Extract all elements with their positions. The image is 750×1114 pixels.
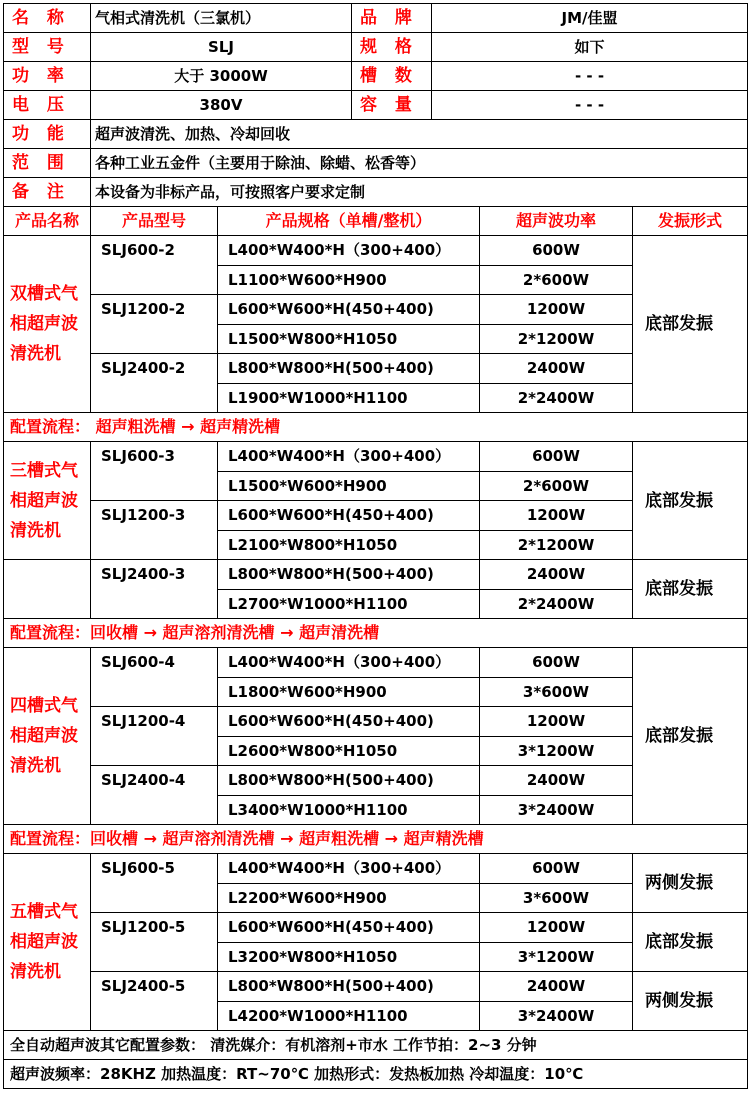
group4-power-3: 1200W [480, 707, 633, 737]
group3-flow: 配置流程：回收槽 → 超声溶剂清洗槽 → 超声清洗槽 [4, 619, 748, 648]
name-value: 气相式清洗机（三氯机） [91, 4, 352, 33]
group4-power-2: 3*600W [480, 677, 633, 707]
group4-model-3: SLJ2400-4 [91, 766, 218, 825]
size-value: 如下 [432, 33, 748, 62]
group3-spec-2: L1500*W600*H900 [218, 471, 480, 501]
header-product-name: 产品名称 [4, 207, 91, 236]
group4-spec-4: L2600*W800*H1050 [218, 736, 480, 766]
group3-vibration-a: 底部发振 [633, 442, 748, 560]
group3-power-1: 600W [480, 442, 633, 472]
tanks-value: - - - [432, 62, 748, 91]
group4-spec-2: L1800*W600*H900 [218, 677, 480, 707]
group4-spec-5: L800*W800*H(500+400) [218, 766, 480, 796]
header-vibration-type: 发振形式 [633, 207, 748, 236]
group3-vibration-b: 底部发振 [633, 560, 748, 619]
group3-name-empty [4, 560, 91, 619]
scope-value: 各种工业五金件（主要用于除油、除蜡、松香等） [91, 149, 748, 178]
group5-spec-1: L400*W400*H（300+400） [218, 854, 480, 884]
function-label: 功 能 [4, 120, 91, 149]
group4-spec-6: L3400*W1000*H1100 [218, 795, 480, 825]
group5-vibration-a: 两侧发振 [633, 854, 748, 913]
voltage-value: 380V [91, 91, 352, 120]
group3-power-5: 2400W [480, 560, 633, 590]
group5-name: 五槽式气相超声波清洗机 [4, 854, 91, 1031]
group2-flow: 配置流程： 超声粗洗槽 → 超声精洗槽 [4, 413, 748, 442]
group5-power-3: 1200W [480, 913, 633, 943]
group5-power-2: 3*600W [480, 883, 633, 913]
group3-model-1: SLJ600-3 [91, 442, 218, 501]
group4-power-5: 2400W [480, 766, 633, 796]
group2-power-5: 2400W [480, 354, 633, 384]
function-value: 超声波清洗、加热、冷却回收 [91, 120, 748, 149]
header-product-spec: 产品规格（单槽/整机） [218, 207, 480, 236]
group5-model-3: SLJ2400-5 [91, 972, 218, 1031]
group2-vibration: 底部发振 [633, 236, 748, 413]
name-label: 名 称 [4, 4, 91, 33]
group5-vibration-c: 两侧发振 [633, 972, 748, 1031]
group3-power-2: 2*600W [480, 471, 633, 501]
model-label: 型 号 [4, 33, 91, 62]
group5-spec-3: L600*W600*H(450+400) [218, 913, 480, 943]
spec-table [3, 3, 748, 207]
group5-vibration-b: 底部发振 [633, 913, 748, 972]
group2-model-1: SLJ600-2 [91, 236, 218, 295]
group2-name: 双槽式气相超声波清洗机 [4, 236, 91, 413]
header-ultrasonic-power: 超声波功率 [480, 207, 633, 236]
group2-model-3: SLJ2400-2 [91, 354, 218, 413]
group4-model-2: SLJ1200-4 [91, 707, 218, 766]
brand-value: JM/佳盟 [432, 4, 748, 33]
group3-spec-4: L2100*W800*H1050 [218, 530, 480, 560]
group3-spec-6: L2700*W1000*H1100 [218, 589, 480, 619]
group5-power-4: 3*1200W [480, 942, 633, 972]
group2-power-2: 2*600W [480, 265, 633, 295]
group3-spec-5: L800*W800*H(500+400) [218, 560, 480, 590]
group3-spec-1: L400*W400*H（300+400） [218, 442, 480, 472]
group4-spec-1: L400*W400*H（300+400） [218, 648, 480, 678]
models-table [3, 206, 748, 1089]
model-value: SLJ [91, 33, 352, 62]
group2-spec-1: L400*W400*H（300+400） [218, 236, 480, 266]
group4-vibration: 底部发振 [633, 648, 748, 825]
group2-spec-5: L800*W800*H(500+400) [218, 354, 480, 384]
group4-spec-3: L600*W600*H(450+400) [218, 707, 480, 737]
group3-model-3: SLJ2400-3 [91, 560, 218, 619]
product-spec-sheet [3, 3, 747, 1089]
group4-model-1: SLJ600-4 [91, 648, 218, 707]
group5-power-5: 2400W [480, 972, 633, 1002]
group5-power-6: 3*2400W [480, 1001, 633, 1031]
group4-power-4: 3*1200W [480, 736, 633, 766]
group5-spec-2: L2200*W600*H900 [218, 883, 480, 913]
group2-power-3: 1200W [480, 295, 633, 325]
group2-power-4: 2*1200W [480, 324, 633, 354]
group4-power-6: 3*2400W [480, 795, 633, 825]
header-product-model: 产品型号 [91, 207, 218, 236]
power-label: 功 率 [4, 62, 91, 91]
group3-spec-3: L600*W600*H(450+400) [218, 501, 480, 531]
group2-spec-4: L1500*W800*H1050 [218, 324, 480, 354]
scope-label: 范 围 [4, 149, 91, 178]
group2-spec-2: L1100*W600*H900 [218, 265, 480, 295]
group3-model-2: SLJ1200-3 [91, 501, 218, 560]
group5-spec-5: L800*W800*H(500+400) [218, 972, 480, 1002]
group5-power-1: 600W [480, 854, 633, 884]
group2-model-2: SLJ1200-2 [91, 295, 218, 354]
capacity-value: - - - [432, 91, 748, 120]
capacity-label: 容 量 [352, 91, 432, 120]
group3-power-3: 1200W [480, 501, 633, 531]
group2-spec-6: L1900*W1000*H1100 [218, 383, 480, 413]
footer-line-1: 全自动超声波其它配置参数： 清洗媒介：有机溶剂+市水 工作节拍：2~3 分钟 [4, 1031, 748, 1060]
group5-model-1: SLJ600-5 [91, 854, 218, 913]
group3-power-6: 2*2400W [480, 589, 633, 619]
group4-power-1: 600W [480, 648, 633, 678]
group5-spec-4: L3200*W800*H1050 [218, 942, 480, 972]
group3-power-4: 2*1200W [480, 530, 633, 560]
note-label: 备 注 [4, 178, 91, 207]
group3-name: 三槽式气相超声波清洗机 [4, 442, 91, 560]
group2-power-6: 2*2400W [480, 383, 633, 413]
group2-power-1: 600W [480, 236, 633, 266]
group5-spec-6: L4200*W1000*H1100 [218, 1001, 480, 1031]
group4-name: 四槽式气相超声波清洗机 [4, 648, 91, 825]
brand-label: 品 牌 [352, 4, 432, 33]
footer-line-2: 超声波频率：28KHZ 加热温度：RT~70℃ 加热形式：发热板加热 冷却温度：10℃ [4, 1060, 748, 1089]
table-header [4, 207, 748, 236]
power-value: 大于 3000W [91, 62, 352, 91]
tanks-label: 槽 数 [352, 62, 432, 91]
group4-flow: 配置流程：回收槽 → 超声溶剂清洗槽 → 超声粗洗槽 → 超声精洗槽 [4, 825, 748, 854]
note-value: 本设备为非标产品，可按照客户要求定制 [91, 178, 748, 207]
group2-spec-3: L600*W600*H(450+400) [218, 295, 480, 325]
group5-model-2: SLJ1200-5 [91, 913, 218, 972]
size-label: 规 格 [352, 33, 432, 62]
voltage-label: 电 压 [4, 91, 91, 120]
